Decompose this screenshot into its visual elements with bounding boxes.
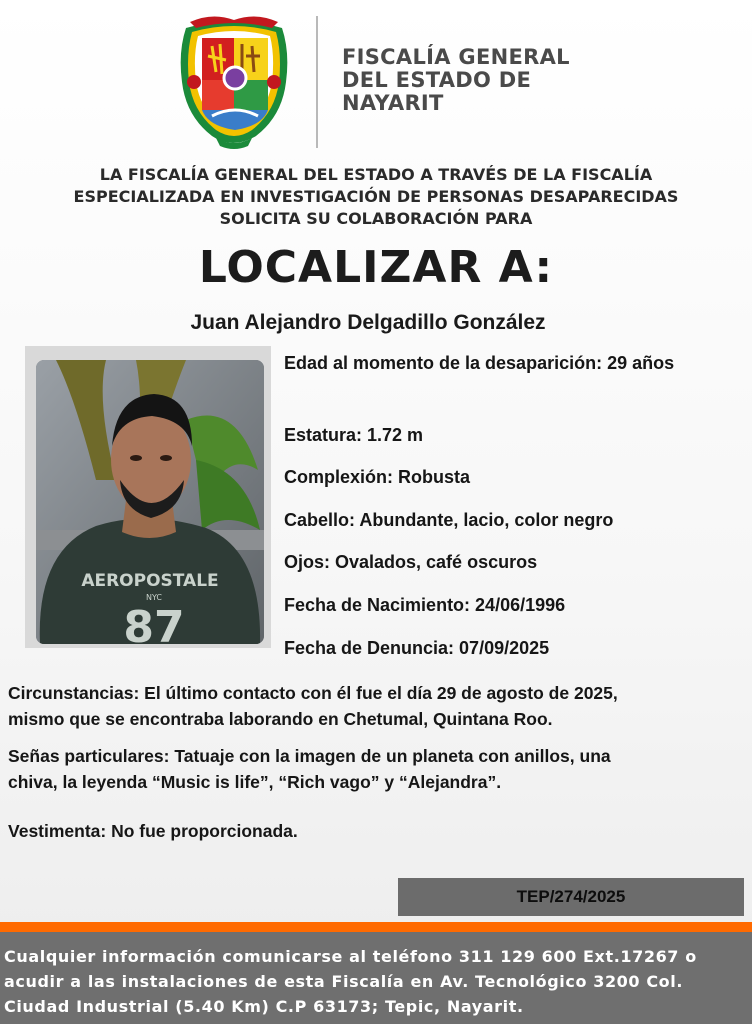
state-coat-of-arms-icon <box>172 12 296 152</box>
detail-birth-date: Fecha de Nacimiento: 24/06/1996 <box>284 595 566 615</box>
agency-name-line: NAYARIT <box>342 91 444 115</box>
missing-person-name: Juan Alejandro Delgadillo González <box>190 311 546 334</box>
contact-line: Cualquier información comunicarse al teléfono 311 129 600 Ext.17267 o <box>4 947 697 966</box>
detail-age: Edad al momento de la desaparición: 29 años <box>284 353 675 373</box>
intro-line: ESPECIALIZADA EN INVESTIGACIÓN DE PERSONAS DESAPARECIDAS <box>73 187 679 206</box>
detail-build: Complexión: Robusta <box>284 467 471 487</box>
distinguishing-marks <box>8 743 744 795</box>
case-folio: TEP/274/2025 <box>516 887 626 906</box>
detail-hair: Cabello: Abundante, lacio, color negro <box>284 510 614 530</box>
intro-line: SOLICITA SU COLABORACIÓN PARA <box>219 209 533 228</box>
intro-line: LA FISCALÍA GENERAL DEL ESTADO A TRAVÉS DE LA FISCALÍA <box>99 165 653 184</box>
detail-eyes: Ojos: Ovalados, café oscuros <box>284 552 538 572</box>
shirt-print-city: NYC <box>145 593 163 602</box>
clothing <box>8 818 744 844</box>
contact-line: Ciudad Industrial (5.40 Km) C.P 63173; Tepic, Nayarit. <box>4 997 524 1016</box>
detail-height: Estatura: 1.72 m <box>284 425 424 445</box>
shirt-print-brand: AEROPOSTALE <box>81 571 219 591</box>
circumstances-line: mismo que se encontraba laborando en Chetumal, Quintana Roo. <box>8 709 553 729</box>
contact-info <box>4 944 748 1019</box>
case-folio-box <box>398 878 744 916</box>
agency-name-line: DEL ESTADO DE <box>342 68 532 92</box>
footer-accent-bar <box>0 922 752 932</box>
clothing-line: Vestimenta: No fue proporcionada. <box>8 821 298 841</box>
marks-line: Señas particulares: Tatuaje con la imagen de un planeta con anillos, una <box>8 746 611 766</box>
agency-name <box>342 46 642 115</box>
marks-line: chiva, la leyenda “Music is life”, “Rich vago” y “Alejandra”. <box>8 772 502 792</box>
detail-report-date: Fecha de Denuncia: 07/09/2025 <box>284 638 550 658</box>
agency-name-line: FISCALÍA GENERAL <box>342 45 570 69</box>
headline: LOCALIZAR A: <box>198 242 554 293</box>
contact-line: acudir a las instalaciones de esta Fiscalía en Av. Tecnológico 3200 Col. <box>4 972 684 991</box>
circumstances <box>8 680 744 732</box>
circumstances-line: Circunstancias: El último contacto con él fue el día 29 de agosto de 2025, <box>8 683 618 703</box>
missing-person-photo <box>36 360 264 644</box>
intro-statement <box>0 164 752 230</box>
shirt-print-number: 87 <box>123 602 185 644</box>
header-divider <box>316 16 318 148</box>
